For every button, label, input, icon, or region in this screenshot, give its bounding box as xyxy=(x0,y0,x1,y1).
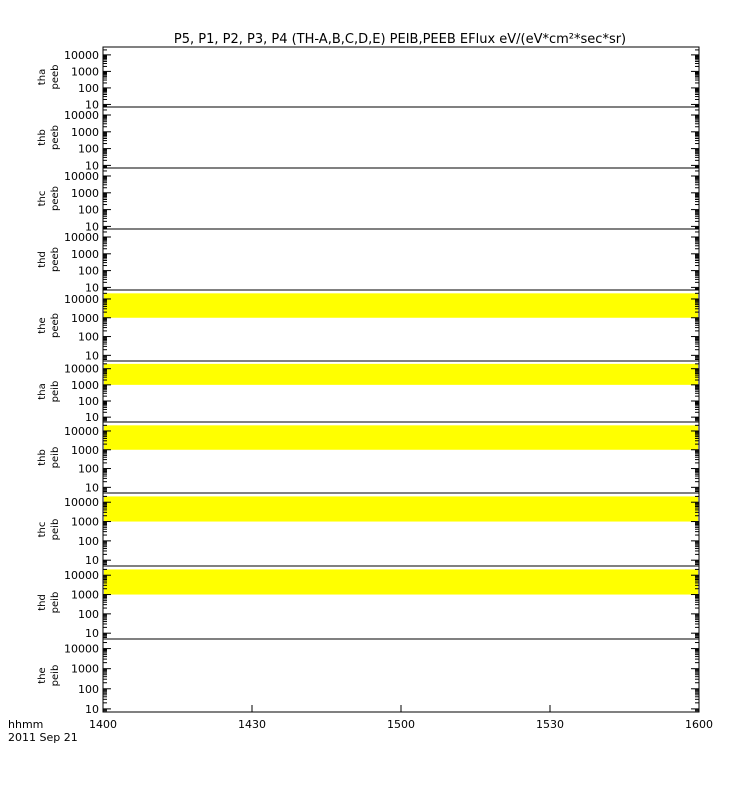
y-tick-label: 1000 xyxy=(71,443,99,457)
y-tick-label: 10 xyxy=(85,627,99,641)
panel-the-peib xyxy=(37,639,699,716)
panels-group xyxy=(37,47,699,716)
panel-probe-label: thb xyxy=(37,449,48,466)
y-tick-label: 10 xyxy=(85,281,99,295)
y-tick-label: 10000 xyxy=(64,109,99,123)
data-band xyxy=(104,293,698,317)
panel-probe-label: thd xyxy=(37,594,48,611)
y-tick-label: 100 xyxy=(78,682,99,696)
panel-thd-peeb xyxy=(37,229,699,294)
panel-instrument-label: peib xyxy=(50,518,61,541)
y-tick-label: 10000 xyxy=(64,48,99,62)
y-tick-label: 100 xyxy=(78,81,99,95)
y-tick-label: 10 xyxy=(85,411,99,425)
y-tick-label: 100 xyxy=(78,264,99,278)
data-band xyxy=(104,364,698,385)
y-tick-label: 10 xyxy=(85,702,99,716)
y-tick-label: 100 xyxy=(78,607,99,621)
y-tick-label: 100 xyxy=(78,142,99,156)
panel-thd-peib xyxy=(37,566,699,640)
y-tick-label: 1000 xyxy=(71,311,99,325)
y-tick-label: 100 xyxy=(78,203,99,217)
panel-probe-label: thc xyxy=(37,190,48,207)
panel-instrument-label: peeb xyxy=(50,125,61,150)
y-tick-label: 1000 xyxy=(71,125,99,139)
panel-tha-peeb xyxy=(37,47,699,111)
y-tick-label: 100 xyxy=(78,534,99,548)
y-tick-label: 1000 xyxy=(71,378,99,392)
y-tick-label: 1000 xyxy=(71,186,99,200)
time-axis xyxy=(89,705,713,731)
x-tick-label: 1600 xyxy=(685,718,713,731)
panel-probe-label: tha xyxy=(37,68,48,86)
y-tick-label: 10 xyxy=(85,159,99,173)
panel-instrument-label: peeb xyxy=(50,247,61,272)
panel-probe-label: the xyxy=(37,317,48,334)
panel-instrument-label: peeb xyxy=(50,186,61,211)
panel-instrument-label: peeb xyxy=(50,313,61,338)
time-axis-label: hhmm xyxy=(8,718,44,731)
panel-frame xyxy=(103,107,699,168)
panel-instrument-label: peib xyxy=(50,380,61,403)
panel-probe-label: thd xyxy=(37,251,48,268)
x-tick-label: 1530 xyxy=(536,718,564,731)
y-tick-label: 10000 xyxy=(64,362,99,376)
panel-instrument-label: peib xyxy=(50,446,61,469)
panel-probe-label: thb xyxy=(37,129,48,146)
panel-probe-label: tha xyxy=(37,383,48,400)
y-tick-label: 100 xyxy=(78,330,99,344)
y-tick-label: 1000 xyxy=(71,662,99,676)
panel-frame xyxy=(103,168,699,229)
panel-probe-label: the xyxy=(37,667,48,684)
data-band xyxy=(104,425,698,449)
y-tick-label: 10 xyxy=(85,349,99,363)
y-tick-label: 10 xyxy=(85,220,99,234)
panel-frame xyxy=(103,639,699,712)
y-tick-label: 10 xyxy=(85,98,99,112)
panel-instrument-label: peeb xyxy=(50,64,61,90)
y-tick-label: 10000 xyxy=(64,292,99,306)
y-tick-label: 10000 xyxy=(64,569,99,583)
y-tick-label: 1000 xyxy=(71,515,99,529)
data-band xyxy=(104,569,698,594)
y-tick-label: 10000 xyxy=(64,496,99,510)
x-tick-label: 1430 xyxy=(238,718,266,731)
panel-frame xyxy=(103,47,699,107)
panel-thc-peib xyxy=(37,493,699,567)
panel-instrument-label: peib xyxy=(50,664,61,687)
x-tick-label: 1400 xyxy=(89,718,117,731)
y-tick-label: 1000 xyxy=(71,65,99,79)
chart-title: P5, P1, P2, P3, P4 (TH-A,B,C,D,E) PEIB,PEEB EFlux eV/(eV*cm²*sec*sr) xyxy=(173,32,627,47)
date-label: 2011 Sep 21 xyxy=(8,731,78,744)
panel-thc-peeb xyxy=(37,168,699,233)
panel-thb-peeb xyxy=(37,107,699,172)
y-tick-label: 10000 xyxy=(64,231,99,245)
y-tick-label: 1000 xyxy=(71,588,99,602)
x-tick-label: 1500 xyxy=(387,718,415,731)
y-tick-label: 10 xyxy=(85,481,99,495)
y-tick-label: 100 xyxy=(78,394,99,408)
panel-frame xyxy=(103,229,699,290)
y-tick-label: 10000 xyxy=(64,642,99,656)
y-tick-label: 100 xyxy=(78,462,99,476)
data-band xyxy=(104,496,698,521)
y-tick-label: 10000 xyxy=(64,424,99,438)
panel-the-peeb xyxy=(37,290,699,362)
panel-instrument-label: peib xyxy=(50,591,61,614)
panel-thb-peib xyxy=(37,422,699,494)
panel-tha-peib xyxy=(37,361,699,424)
y-tick-label: 10000 xyxy=(64,170,99,184)
y-tick-label: 10 xyxy=(85,554,99,568)
y-tick-label: 1000 xyxy=(71,247,99,261)
panel-probe-label: thc xyxy=(37,521,48,538)
